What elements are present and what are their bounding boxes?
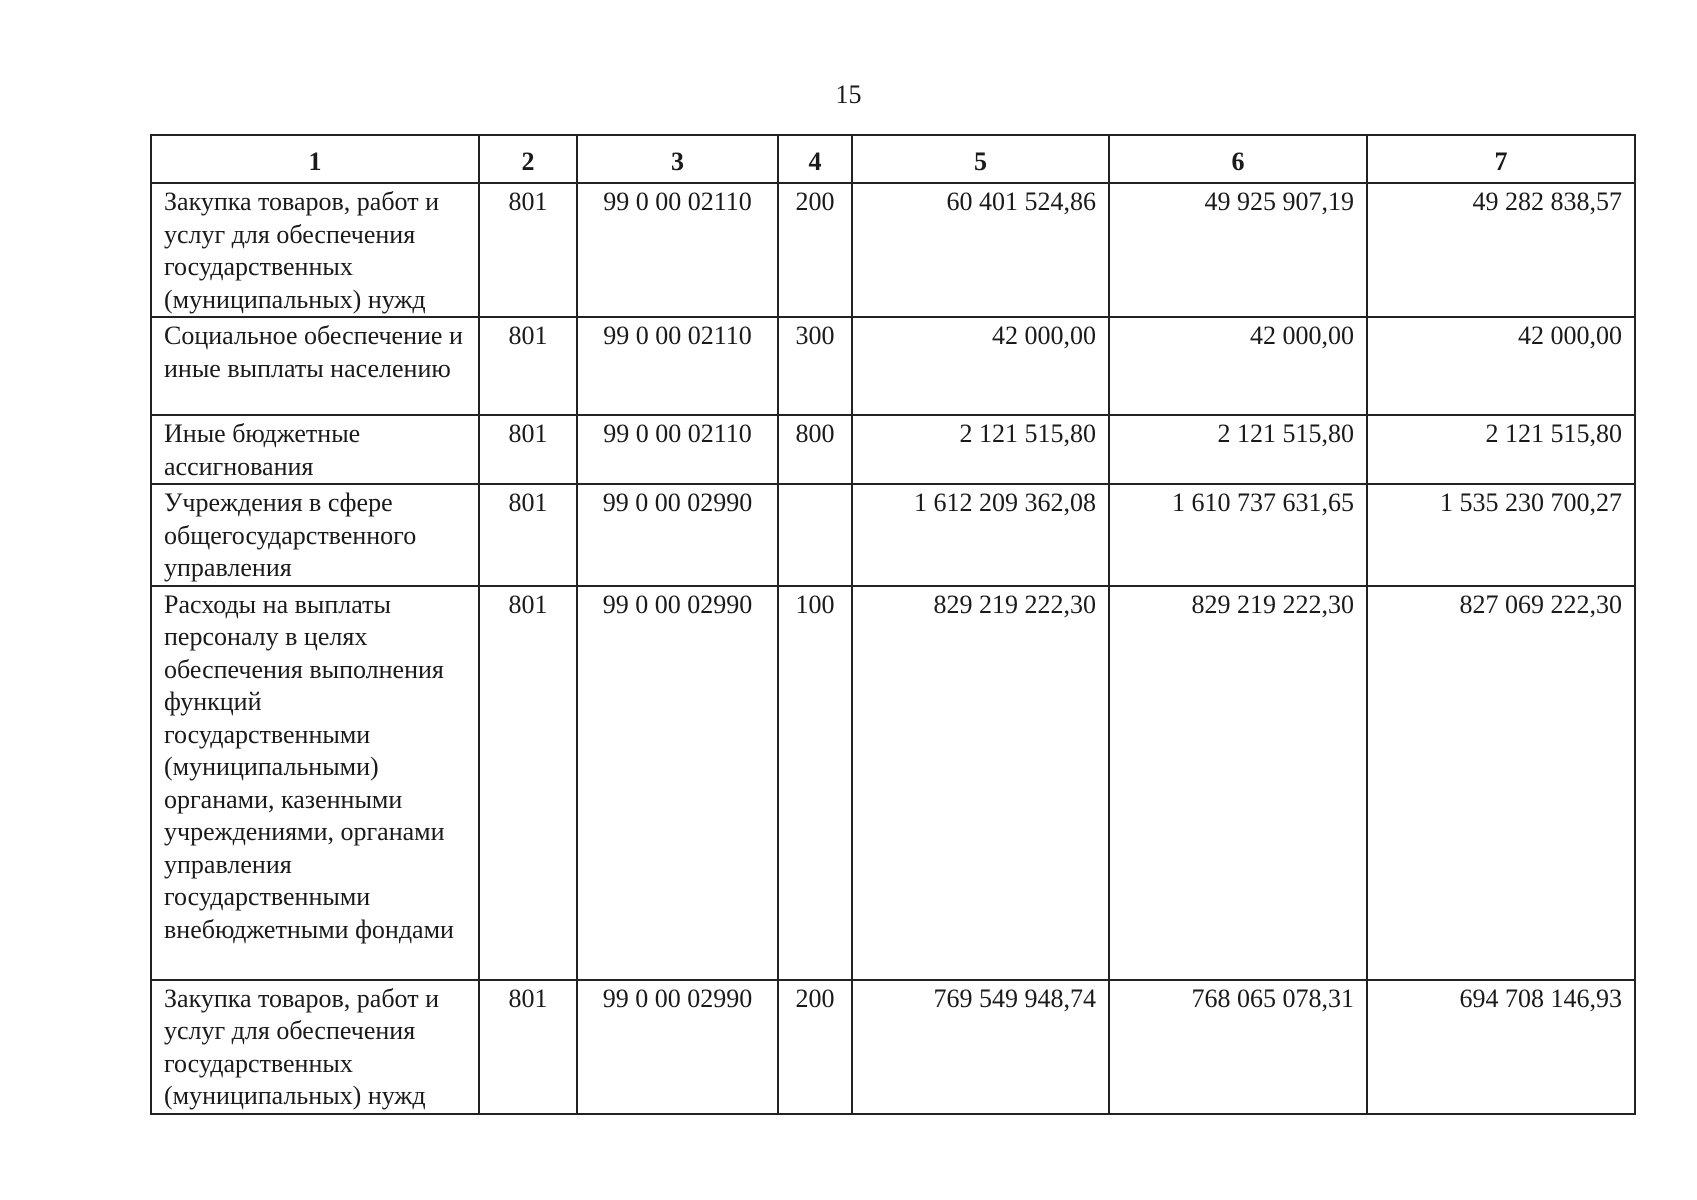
row-section: 801 xyxy=(479,183,577,317)
header-col-6: 6 xyxy=(1109,135,1367,183)
row-expense-type: 300 xyxy=(778,317,852,415)
table-row xyxy=(151,586,1635,980)
header-col-3: 3 xyxy=(577,135,778,183)
row-value-5: 42 000,00 xyxy=(852,317,1109,415)
table-row xyxy=(151,415,1635,484)
row-expense-type: 100 xyxy=(778,586,852,980)
header-col-2: 2 xyxy=(479,135,577,183)
budget-table xyxy=(150,134,1636,1115)
row-section: 801 xyxy=(479,586,577,980)
row-expense-type xyxy=(778,484,852,586)
row-code: 99 0 00 02110 xyxy=(577,415,778,484)
row-expense-type: 200 xyxy=(778,183,852,317)
row-value-6: 829 219 222,30 xyxy=(1109,586,1367,980)
header-row xyxy=(151,135,1635,183)
row-value-6: 42 000,00 xyxy=(1109,317,1367,415)
row-section: 801 xyxy=(479,415,577,484)
row-value-6: 49 925 907,19 xyxy=(1109,183,1367,317)
row-expense-type: 800 xyxy=(778,415,852,484)
row-value-5: 1 612 209 362,08 xyxy=(852,484,1109,586)
row-value-6: 1 610 737 631,65 xyxy=(1109,484,1367,586)
row-value-7: 42 000,00 xyxy=(1367,317,1635,415)
row-value-7: 2 121 515,80 xyxy=(1367,415,1635,484)
row-value-7: 49 282 838,57 xyxy=(1367,183,1635,317)
row-value-5: 769 549 948,74 xyxy=(852,980,1109,1114)
row-value-7: 1 535 230 700,27 xyxy=(1367,484,1635,586)
row-expense-type: 200 xyxy=(778,980,852,1114)
row-code: 99 0 00 02990 xyxy=(577,484,778,586)
row-code: 99 0 00 02110 xyxy=(577,183,778,317)
table-row xyxy=(151,980,1635,1114)
row-code: 99 0 00 02990 xyxy=(577,980,778,1114)
row-section: 801 xyxy=(479,484,577,586)
row-name: Иные бюджетные ассигнования xyxy=(151,415,479,484)
row-name: Социальное обеспечение и иные выплаты населению xyxy=(151,317,479,415)
table-row xyxy=(151,484,1635,586)
header-col-4: 4 xyxy=(778,135,852,183)
row-value-7: 827 069 222,30 xyxy=(1367,586,1635,980)
row-name: Закупка товаров, работ и услуг для обеспечения государственных (муниципальных) нужд xyxy=(151,183,479,317)
row-value-7: 694 708 146,93 xyxy=(1367,980,1635,1114)
header-col-7: 7 xyxy=(1367,135,1635,183)
table-row xyxy=(151,183,1635,317)
row-code: 99 0 00 02990 xyxy=(577,586,778,980)
header-col-5: 5 xyxy=(852,135,1109,183)
row-code: 99 0 00 02110 xyxy=(577,317,778,415)
row-value-5: 60 401 524,86 xyxy=(852,183,1109,317)
row-value-5: 2 121 515,80 xyxy=(852,415,1109,484)
row-name: Закупка товаров, работ и услуг для обеспечения государственных (муниципальных) нужд xyxy=(151,980,479,1114)
row-value-6: 768 065 078,31 xyxy=(1109,980,1367,1114)
row-section: 801 xyxy=(479,980,577,1114)
row-section: 801 xyxy=(479,317,577,415)
row-value-5: 829 219 222,30 xyxy=(852,586,1109,980)
page-number: 15 xyxy=(835,80,862,109)
table-row xyxy=(151,317,1635,415)
row-value-6: 2 121 515,80 xyxy=(1109,415,1367,484)
row-name: Расходы на выплаты персоналу в целях обеспечения выполнения функций государственными (муниципальными) органами, казенными учреждениями, органами управления государственными внебюджетными фондами xyxy=(151,586,479,980)
header-col-1: 1 xyxy=(151,135,479,183)
row-name: Учреждения в сфере общегосударственного управления xyxy=(151,484,479,586)
